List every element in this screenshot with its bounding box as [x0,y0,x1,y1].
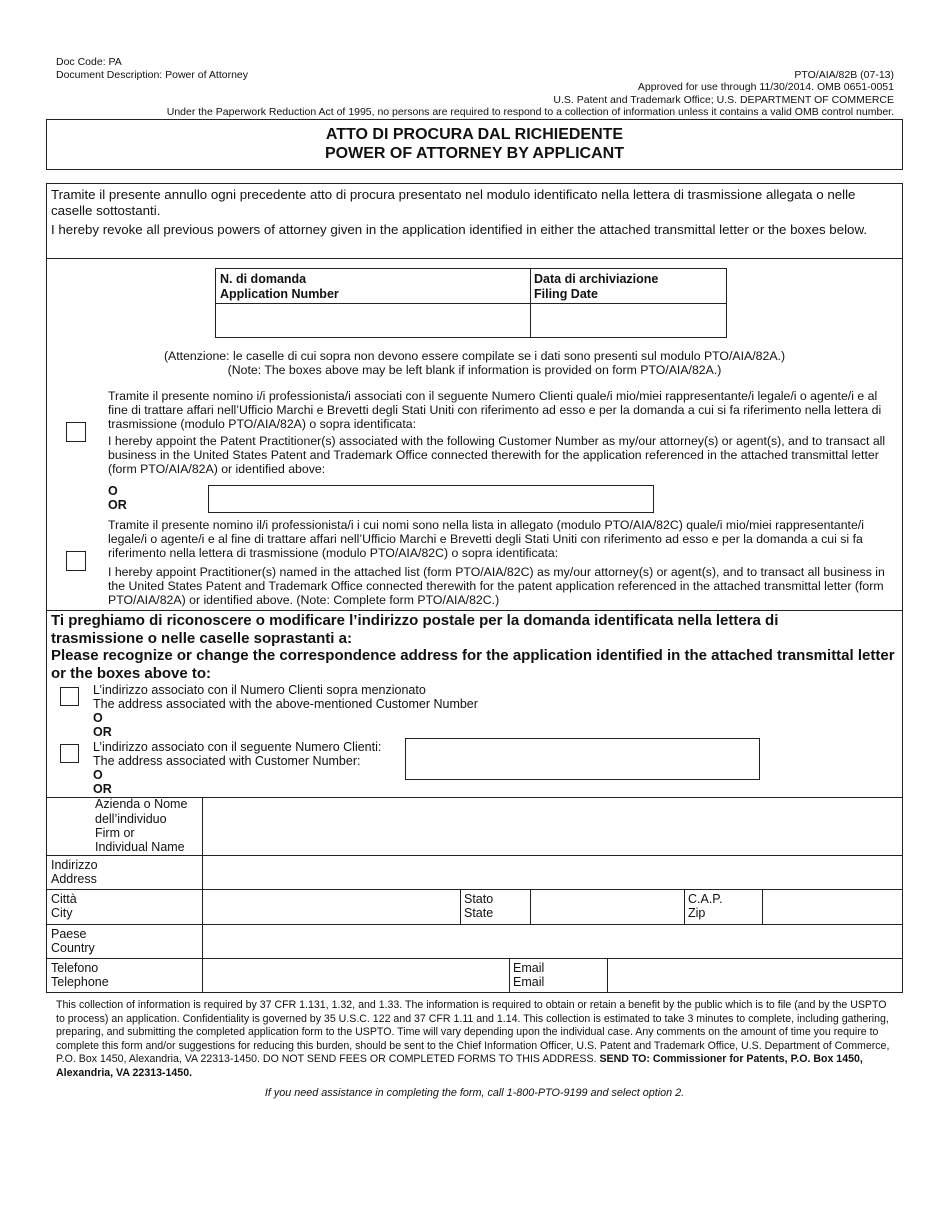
paperwork-notice: Under the Paperwork Reduction Act of 1995, no persons are required to respond to a collection of information unless it contains a valid OMB control number. [166,106,894,118]
or-label-en: OR [93,725,112,739]
app-number-label-it: N. di domanda [220,272,307,286]
or-label-it: O [108,484,118,498]
divider [46,889,903,890]
zip-label-it: C.A.P. [688,892,723,906]
appoint-practitioners-italian: Tramite il presente nomino il/i professionista/i i cui nomi sono nella lista in allegato (modulo PTO/AIA/82C) quale/i mio/miei rappresentante/i legale/i o agente/i e al fine di trattare affari nell’Ufficio Marchi e Brevetti degli Stati Uniti con riferimento ad esso e per la domanda a cui si fa riferimento nella lettera di trasmissione (modulo PTO/AIA/82C) o sopra identificata: [108,518,864,561]
divider [202,797,203,993]
appoint-practitioners-checkbox[interactable] [66,551,86,571]
send-to-address: SEND TO: Commissioner for Patents, P.O. Box 1450, Alexandria, VA 22313-1450. [56,1053,863,1079]
burden-statement [56,999,896,1081]
revoke-english: I hereby revoke all previous powers of attorney given in the application identified in either the attached transmittal letter or the boxes below. [51,222,868,237]
form-number: PTO/AIA/82B (07-13) [794,69,894,81]
appoint-practitioners-english: I hereby appoint Practitioner(s) named in the attached list (form PTO/AIA/82C) as my/our attorney(s) or agent(s), and to transact all business in the United States Patent and Trademark Office connected therewith for the patent application referenced in the attached transmittal letter (form PTO/AIA/82A) or identified above. (Note: Complete form PTO/AIA/82C.) [108,565,885,608]
address-field[interactable] [204,857,901,888]
or-label-en: OR [93,782,112,796]
assistance-note: If you need assistance in completing the form, call 1-800-PTO-9199 and select option 2. [264,1087,685,1099]
customer-number-field[interactable] [208,485,654,513]
title-italian: ATTO DI PROCURA DAL RICHIEDENTE [325,126,624,143]
email-label-it: Email [513,961,545,975]
firm-label-it-1: Azienda o Nome [95,797,188,811]
title-english: POWER OF ATTORNEY BY APPLICANT [325,145,624,162]
app-number-label-en: Application Number [220,287,339,301]
state-label-en: State [464,906,494,920]
application-number-field[interactable] [217,305,528,336]
divider [215,303,727,304]
revoke-italian: Tramite il presente annullo ogni precedente atto di procura presentato nel modulo identificato nella lettera di trasmissione allegata o nelle caselle sottostanti. [51,187,856,218]
divider [46,958,903,959]
burden-text: This collection of information is required by 37 CFR 1.131, 1.32, and 1.33. The information is required to obtain or retain a benefit by the public which is to file (and by the USPTO to process) an application. Confidentiality is governed by 35 U.S.C. 122 and 37 CFR 1.11 and 1.14. This collection is estimated to take 3 minutes to complete, including gathering, preparing, and submitting the completed application form to the USPTO. Time will vary depending upon the individual case. Any comments on the amount of time you require to complete this form and/or suggestions for reducing this burden, should be sent to the Chief Information Officer, U.S. Patent and Trademark Office, U.S. Department of Commerce, P.O. Box 1450, Alexandria, VA 22313-1450. DO NOT SEND FEES OR COMPLETED FORMS TO THIS ADDRESS. [56,999,890,1066]
zip-label-en: Zip [688,906,706,920]
appoint-customer-number-checkbox[interactable] [66,422,86,442]
office-name: U.S. Patent and Trademark Office; U.S. DEPARTMENT OF COMMERCE [553,94,894,106]
telephone-label-en: Telephone [51,975,109,989]
omb-approval: Approved for use through 11/30/2014. OMB 0651-0051 [637,81,894,93]
or-label-it: O [93,768,103,782]
divider [460,889,461,924]
divider [607,958,608,993]
doc-description: Document Description: Power of Attorney [56,69,249,81]
divider [46,610,903,611]
email-field[interactable] [609,960,901,992]
note-english: (Note: The boxes above may be left blank if information is provided on form PTO/AIA/82A.) [227,363,722,377]
filing-date-label-en: Filing Date [534,287,598,301]
correspondence-heading-italian: Ti preghiamo di riconoscere o modificare l’indirizzo postale per la domanda identificata nella lettera di trasmissione o nelle caselle soprastanti a: [51,612,779,647]
country-field[interactable] [204,926,901,957]
firm-label-en-2: Individual Name [95,840,185,854]
address-label-it: Indirizzo [51,858,98,872]
state-label-it: Stato [464,892,494,906]
correspondence-customer-number-it: L’indirizzo associato con il seguente Numero Clienti: [93,740,382,754]
appoint-customer-number-english: I hereby appoint the Patent Practitioner(s) associated with the following Customer Number as my/our attorney(s) or agent(s), and to transact all business in the United States Patent and Trademark Office connected therewith for the application referenced in the attached transmittal letter (form PTO/AIA/82A) or identified above: [108,434,886,477]
divider [530,889,531,924]
filing-date-label-it: Data di archiviazione [534,272,659,286]
zip-field[interactable] [764,891,901,923]
divider [46,855,903,856]
or-label-it: O [93,711,103,725]
correspondence-above-customer-checkbox[interactable] [60,687,79,706]
state-field[interactable] [532,891,683,923]
divider [509,958,510,993]
divider [684,889,685,924]
email-label-en: Email [513,975,545,989]
firm-name-field[interactable] [204,799,901,853]
title-box [46,119,903,170]
city-label-it: Città [51,892,77,906]
divider [46,924,903,925]
correspondence-customer-number-checkbox[interactable] [60,744,79,763]
city-field[interactable] [204,891,459,923]
firm-label-en-1: Firm or [95,826,135,840]
correspondence-above-customer-en: The address associated with the above-mentioned Customer Number [93,697,478,711]
correspondence-customer-number-field[interactable] [405,738,760,780]
doc-code: Doc Code: PA [56,56,122,68]
country-label-en: Country [51,941,95,955]
correspondence-customer-number-en: The address associated with Customer Number: [93,754,361,768]
telephone-label-it: Telefono [51,961,99,975]
firm-label-it-2: dell’individuo [95,812,167,826]
or-label-en: OR [108,498,127,512]
address-label-en: Address [51,872,97,886]
appoint-customer-number-italian: Tramite il presente nomino i/i professionista/i associati con il seguente Numero Clienti quale/i mio/miei rappresentante/i legale/i o agente/i e al fine di trattare affari nell’Ufficio Marchi e Brevetti degli Stati Uniti con riferimento ad esso e per la domanda a cui si fa riferimento nella lettera di trasmissione (modulo PTO/AIA/82A) o sopra identificata: [108,389,882,432]
country-label-it: Paese [51,927,87,941]
telephone-field[interactable] [204,960,508,992]
correspondence-heading-english: Please recognize or change the correspondence address for the application identified in the attached transmittal letter or the boxes above to: [51,647,895,682]
divider [762,889,763,924]
divider [530,268,531,338]
city-label-en: City [51,906,73,920]
filing-date-field[interactable] [532,305,725,336]
divider [46,258,903,259]
correspondence-above-customer-it: L’indirizzo associato con il Numero Clienti sopra menzionato [93,683,426,697]
note-italian: (Attenzione: le caselle di cui sopra non devono essere compilate se i dati sono presenti sul modulo PTO/AIA/82A.) [163,349,786,363]
